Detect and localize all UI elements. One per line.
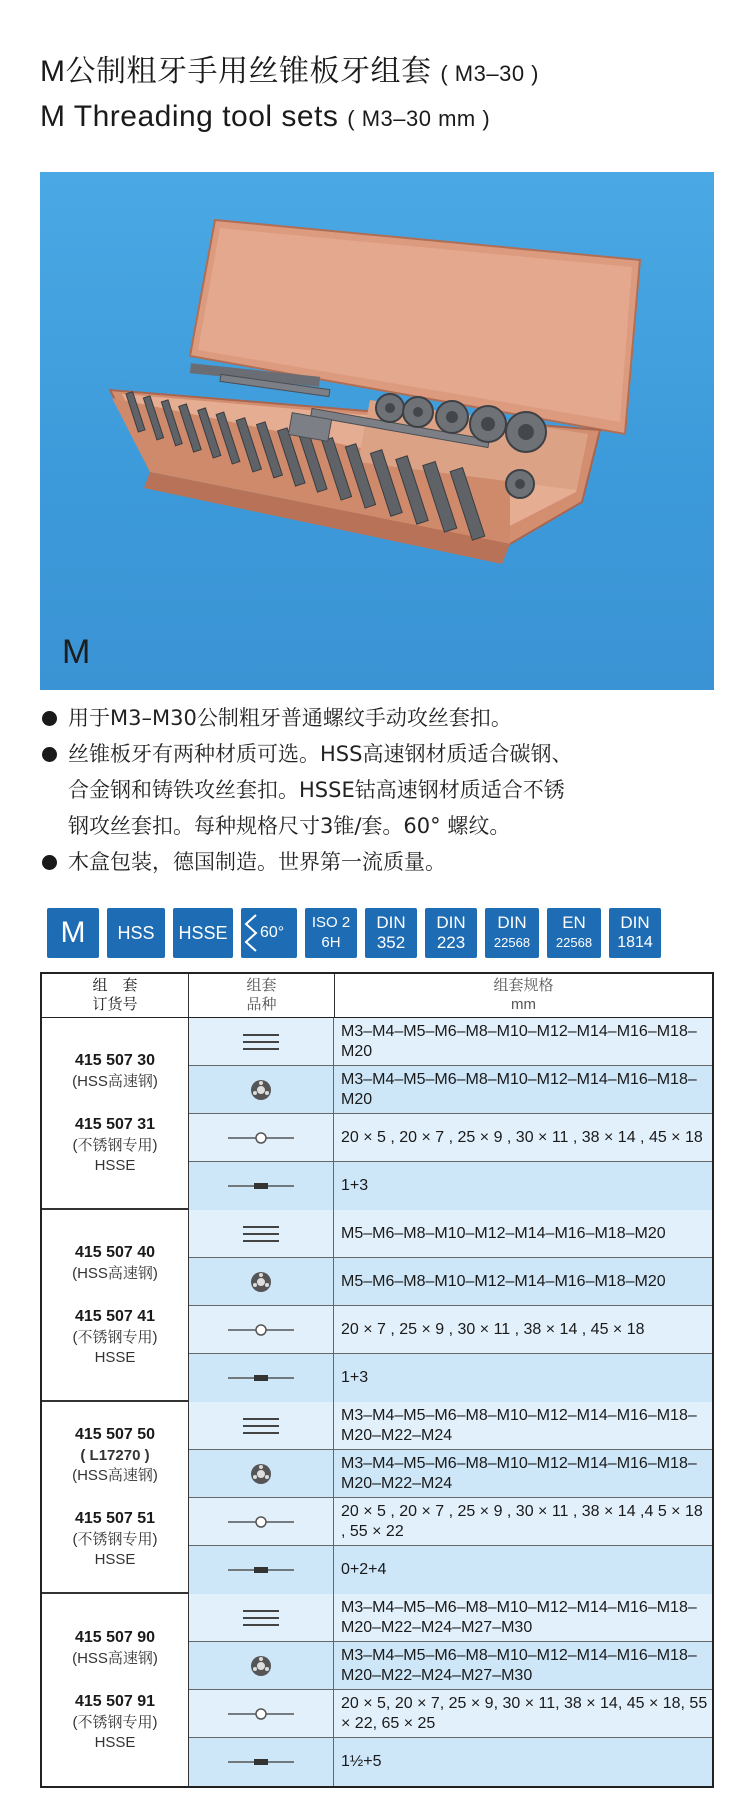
- table-group: [42, 1594, 712, 1786]
- table-group: [42, 1018, 712, 1210]
- order-number-hsse: 415 507 91: [74, 1693, 156, 1710]
- material-hsse: HSSE: [94, 1157, 136, 1174]
- table-row: [189, 1162, 712, 1210]
- badge-metric: M: [47, 908, 99, 958]
- material-hsse: HSSE: [94, 1734, 136, 1751]
- table-row: [189, 1018, 712, 1066]
- badge-din22568: DIN 22568: [485, 908, 539, 958]
- page-title-en: [40, 100, 490, 134]
- die-stock-icon: [189, 1114, 334, 1161]
- material-hss: (HSS高速钢): [72, 1073, 158, 1090]
- table-row: [189, 1066, 712, 1114]
- tap-wrench-icon: [189, 1354, 334, 1402]
- spec-cell: M3–M4–M5–M6–M8–M10–M12–M14–M16–M18–M20–M22–M24: [341, 1454, 697, 1492]
- die-stock-icon: [189, 1498, 334, 1545]
- spec-cell: 0+2+4: [341, 1561, 387, 1578]
- column-divider: [188, 1018, 189, 1786]
- spec-cell: 1½+5: [341, 1753, 382, 1770]
- spec-cell: 20 × 5 , 20 × 7 , 25 × 9 , 30 × 11 , 38 × 14 ,4 5 × 18 , 55 × 22: [341, 1502, 703, 1540]
- taps-icon: [189, 1402, 334, 1449]
- bullet-icon: [42, 855, 57, 870]
- header-order-number: 组 套 订货号: [92, 977, 138, 1013]
- bullet-icon: [42, 711, 57, 726]
- feature-item-continued: 钢攻丝套扣。每种规格尺寸3锥/套。60° 螺纹。: [68, 814, 511, 838]
- spec-cell: 20 × 5 , 20 × 7 , 25 × 9 , 30 × 11 , 38 × 14 , 45 × 18: [341, 1128, 703, 1146]
- badge-thread-angle: 60°: [241, 908, 297, 958]
- die-stock-icon: [189, 1690, 334, 1737]
- table-row: [189, 1210, 712, 1258]
- material-stainless: (不锈钢专用): [72, 1137, 158, 1154]
- order-number-hsse: 415 507 41: [74, 1308, 156, 1325]
- badge-din352: DIN 352: [365, 908, 417, 958]
- thread-profile-icon: [244, 914, 258, 952]
- standards-badges: [47, 908, 669, 958]
- die-icon: [189, 1450, 334, 1497]
- material-stainless: (不锈钢专用): [72, 1531, 158, 1548]
- page-title-cn: [40, 46, 539, 90]
- feature-list: [40, 700, 730, 880]
- title-cn-main: M公制粗牙手用丝锥板牙组套: [40, 55, 432, 88]
- table-row: [189, 1402, 712, 1450]
- title-cn-range: ( M3–30 ): [440, 61, 539, 86]
- material-hss: (HSS高速钢): [72, 1265, 158, 1282]
- taps-icon: [189, 1210, 334, 1257]
- badge-din223: DIN 223: [425, 908, 477, 958]
- table-group: [42, 1210, 712, 1402]
- badge-en22568: EN 22568: [547, 908, 601, 958]
- material-hss: (HSS高速钢): [72, 1650, 158, 1667]
- badge-din1814: DIN 1814: [609, 908, 661, 958]
- spec-cell: M3–M4–M5–M6–M8–M10–M12–M14–M16–M18–M20: [341, 1022, 697, 1060]
- badge-iso: ISO 2 6H: [305, 908, 357, 958]
- tap-wrench-icon: [189, 1546, 334, 1594]
- product-photo: [40, 172, 714, 690]
- table-header: [42, 974, 712, 1018]
- material-hsse: HSSE: [94, 1349, 136, 1366]
- feature-item: 用于M3–M30公制粗牙普通螺纹手动攻丝套扣。: [40, 700, 730, 736]
- spec-cell: M3–M4–M5–M6–M8–M10–M12–M14–M16–M18–M20: [341, 1070, 697, 1108]
- order-number-hss: 415 507 30: [74, 1052, 156, 1069]
- table-row: [189, 1690, 712, 1738]
- tap-wrench-icon: [189, 1162, 334, 1210]
- die-stock-icon: [189, 1306, 334, 1353]
- column-divider: [334, 974, 335, 1017]
- material-hss: (HSS高速钢): [72, 1467, 158, 1484]
- table-group: [42, 1402, 712, 1594]
- order-number-cell: [42, 1402, 188, 1592]
- die-icon: [189, 1258, 334, 1305]
- spec-cell: 20 × 5, 20 × 7, 25 × 9, 30 × 11, 38 × 14, 45 × 18, 55 × 22, 65 × 25: [341, 1694, 708, 1732]
- spec-cell: M5–M6–M8–M10–M12–M14–M16–M18–M20: [341, 1272, 666, 1290]
- set-specification-table: [40, 972, 714, 1788]
- spec-cell: 20 × 7 , 25 × 9 , 30 × 11 , 38 × 14 , 45 × 18: [341, 1320, 645, 1338]
- order-number-hsse: 415 507 31: [74, 1116, 156, 1133]
- spec-cell: M3–M4–M5–M6–M8–M10–M12–M14–M16–M18–M20–M22–M24–M27–M30: [341, 1598, 697, 1636]
- material-hsse: HSSE: [94, 1551, 136, 1568]
- badge-hss: HSS: [107, 908, 165, 958]
- feature-item-continued: 合金钢和铸铁攻丝套扣。HSSE钴高速钢材质适合不锈: [68, 778, 565, 802]
- table-row: [189, 1450, 712, 1498]
- table-row: [189, 1594, 712, 1642]
- table-row: [189, 1306, 712, 1354]
- feature-item: 丝锥板牙有两种材质可选。HSS高速钢材质适合碳钢、: [40, 736, 730, 772]
- taps-icon: [189, 1594, 334, 1641]
- header-set-spec: 组套规格 mm: [493, 977, 554, 1013]
- table-row: [189, 1642, 712, 1690]
- column-divider: [188, 974, 189, 1017]
- tool-box-illustration: [40, 172, 714, 690]
- order-number-cell: [42, 1594, 188, 1786]
- feature-item: 木盒包装，德国制造。世界第一流质量。: [40, 844, 730, 880]
- header-set-type: 组套 品种: [246, 977, 277, 1013]
- material-stainless: (不锈钢专用): [72, 1329, 158, 1346]
- tap-wrench-icon: [189, 1738, 334, 1786]
- material-stainless: (不锈钢专用): [72, 1714, 158, 1731]
- table-row: [189, 1546, 712, 1594]
- die-icon: [189, 1642, 334, 1689]
- taps-icon: [189, 1018, 334, 1065]
- table-row: [189, 1354, 712, 1402]
- title-en-main: M Threading tool sets: [40, 100, 339, 133]
- badge-hsse: HSSE: [173, 908, 233, 958]
- order-extra-code: ( L17270 ): [80, 1447, 150, 1464]
- order-number-hsse: 415 507 51: [74, 1510, 156, 1527]
- order-number-hss: 415 507 90: [74, 1629, 156, 1646]
- table-row: [189, 1258, 712, 1306]
- bullet-icon: [42, 747, 57, 762]
- title-en-range: ( M3–30 mm ): [347, 106, 491, 131]
- order-number-hss: 415 507 50: [74, 1426, 156, 1443]
- order-number-cell: [42, 1018, 188, 1208]
- table-row: [189, 1498, 712, 1546]
- spec-cell: 1+3: [341, 1369, 369, 1386]
- spec-cell: M3–M4–M5–M6–M8–M10–M12–M14–M16–M18–M20–M22–M24–M27–M30: [341, 1646, 697, 1684]
- photo-label: M: [62, 633, 91, 671]
- spec-cell: M3–M4–M5–M6–M8–M10–M12–M14–M16–M18–M20–M22–M24: [341, 1406, 697, 1444]
- spec-cell: M5–M6–M8–M10–M12–M14–M16–M18–M20: [341, 1224, 666, 1242]
- table-row: [189, 1738, 712, 1786]
- die-icon: [189, 1066, 334, 1113]
- spec-cell: 1+3: [341, 1177, 369, 1194]
- order-number-hss: 415 507 40: [74, 1244, 156, 1261]
- table-row: [189, 1114, 712, 1162]
- order-number-cell: [42, 1210, 188, 1400]
